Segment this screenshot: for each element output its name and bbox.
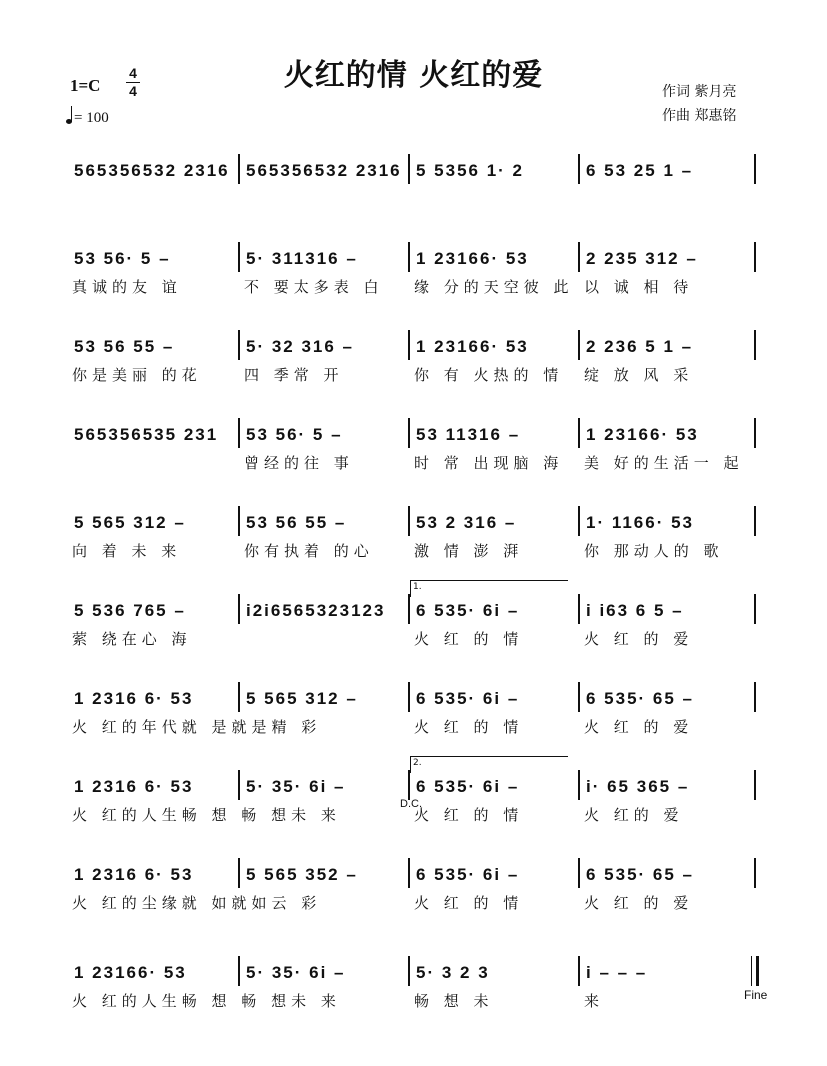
barline [578,770,580,800]
time-signature-top: 4 [129,65,137,81]
lyric-segment: 火 红 的 爱 [584,894,694,912]
measure: 1 2316 6· 53 [74,865,194,884]
lyric-segment: 萦 绕在心 海 [72,630,192,648]
measure: 53 11316 – [416,425,521,444]
barline [238,956,240,986]
notation-line [70,246,760,272]
measure: i2i6565323123 [246,601,386,620]
barline [408,770,410,800]
measure: 565356532 2316 [74,161,230,180]
measure: 565356532 2316 [246,161,402,180]
barline [578,418,580,448]
measure: 6 535· 6i – [416,601,520,620]
lyric-segment: 火 红 的 情 [414,630,524,648]
barline [408,858,410,888]
barline [238,154,240,184]
lyric-segment: 火 红的人生畅 想 畅 想未 来 [72,806,341,824]
barline [408,154,410,184]
measure: i i63 6 5 – [586,601,684,620]
lyrics-line [70,716,760,740]
lyric-segment: 你有执着 的心 [244,542,374,560]
measure: 1· 1166· 53 [586,513,695,532]
barline [578,858,580,888]
measure: 6 535· 65 – [586,689,695,708]
lyric-segment: 火 红 的 情 [414,894,524,912]
barline [754,242,756,272]
measure: 1 23166· 53 [416,249,529,268]
barline [754,418,756,448]
key-signature: 1=C [70,76,101,95]
barline [408,330,410,360]
lyric-segment: 火 红 的 情 [414,806,524,824]
measure: 53 2 316 – [416,513,517,532]
measure: i – – – [586,963,648,982]
measure: 5· 311316 – [246,249,358,268]
measure: 5 565 312 – [246,689,358,708]
measure: 5· 32 316 – [246,337,355,356]
da-capo-marking: D.C. [400,798,422,810]
barline [238,858,240,888]
notation-line [70,686,760,712]
barline [238,770,240,800]
barline [408,242,410,272]
barline [408,682,410,712]
measure: 5 5356 1· 2 [416,161,525,180]
score-row [70,334,760,404]
lyric-segment: 畅 想 未 [414,992,494,1010]
lyrics-line [70,990,760,1014]
lyric-segment: 缘 分的天空彼 此 [414,278,574,296]
lyrics-line [70,188,760,212]
song-title: 火红的情 火红的爱 [283,58,544,93]
lyric-segment: 曾经的往 事 [244,454,354,472]
barline [754,770,756,800]
barline [408,418,410,448]
notation-line [70,158,760,184]
lyrics-line [70,452,760,476]
barline [408,956,410,986]
lyric-segment: 火 红的年代就 是就是精 彩 [72,718,322,736]
lyric-segment: 火 红的尘缘就 如就如云 彩 [72,894,322,912]
barline [754,154,756,184]
barline [578,682,580,712]
lyric-segment: 美 好的生活一 起 [584,454,744,472]
barline [578,506,580,536]
measure: 1 2316 6· 53 [74,777,194,796]
notation-line [70,582,760,624]
lyrics-line [70,804,760,828]
measure: 5· 35· 6i – [246,963,346,982]
notation-line [70,334,760,360]
lyric-segment: 向 着 未 来 [72,542,182,560]
lyrics-line [70,276,760,300]
lyric-segment: 时 常 出现脑 海 [414,454,564,472]
barline [408,506,410,536]
measure: 5 565 312 – [74,513,186,532]
lyric-segment: 火 红 的 爱 [584,630,694,648]
time-signature [126,66,140,99]
tempo-marking [66,110,109,127]
barline [238,418,240,448]
lyrics-line [70,628,760,652]
quarter-note-icon [66,119,72,124]
measure: 2 236 5 1 – [586,337,694,356]
notation-line [70,862,760,888]
measure: 1 23166· 53 [416,337,529,356]
lyrics-line [70,364,760,388]
measure: i· 65 365 – [586,777,690,796]
measure: 1 23166· 53 [586,425,699,444]
barline [754,506,756,536]
measure: 6 535· 6i – [416,777,520,796]
score-row [70,582,760,668]
barline [238,594,240,624]
lyrics-line [70,892,760,916]
lyric-segment: 以 诚 相 待 [584,278,694,296]
lyric-segment: 你 那动人的 歌 [584,542,724,560]
final-double-barline [751,956,759,986]
lyric-segment: 激 情 澎 湃 [414,542,524,560]
measure: 53 56· 5 – [246,425,343,444]
lyric-segment: 火 红 的 爱 [584,718,694,736]
measure: 53 56· 5 – [74,249,171,268]
lyric-segment: 火 红 的 情 [414,718,524,736]
time-signature-bottom: 4 [129,83,137,99]
barline [754,594,756,624]
barline [578,242,580,272]
measure: 1 2316 6· 53 [74,689,194,708]
measure: 6 535· 6i – [416,689,520,708]
barline [578,594,580,624]
barline [754,858,756,888]
lyrics-line [70,540,760,564]
barline [578,956,580,986]
notation-line [70,510,760,536]
lyric-segment: 你是美丽 的花 [72,366,202,384]
measure: 53 56 55 – [74,337,175,356]
barline [238,682,240,712]
score-row [70,246,760,316]
lyric-segment: 绽 放 风 采 [584,366,694,384]
measure: 5· 35· 6i – [246,777,346,796]
credits [662,80,736,128]
lyric-segment: 不 要太多表 白 [244,278,384,296]
barline [238,330,240,360]
measure: 5 536 765 – [74,601,186,620]
measure: 6 535· 65 – [586,865,695,884]
barline [578,154,580,184]
lyric-segment: 真诚的友 谊 [72,278,182,296]
measure: 1 23166· 53 [74,963,187,982]
notation-line [70,758,760,810]
measure: 6 535· 6i – [416,865,520,884]
lyric-segment: 你 有 火热的 情 [414,366,564,384]
score-row [70,758,760,844]
barline [238,242,240,272]
measure: 6 53 25 1 – [586,161,694,180]
score-row [70,510,760,580]
volta-bracket: 1. [410,580,568,597]
lyric-segment: 四 季常 开 [244,366,344,384]
score-row [70,158,760,228]
barline [754,682,756,712]
lyric-segment: 火 红的人生畅 想 畅 想未 来 [72,992,341,1010]
lyric-segment: 来 [584,992,605,1010]
barline [408,594,410,624]
lyricist-credit: 作词 紫月亮 [662,84,737,100]
barline [238,506,240,536]
score-row [70,422,760,492]
score-row [70,686,760,756]
measure: 5· 3 2 3 [416,963,490,982]
fine-marking: Fine [744,988,768,1002]
volta-bracket: 2. [410,756,568,773]
measure: 5 565 352 – [246,865,358,884]
notation-line [70,422,760,448]
composer-credit: 作曲 郑惠铭 [662,108,737,124]
barline [754,330,756,360]
lyric-segment: 火 红的 爱 [584,806,684,824]
tempo-value: = 100 [74,110,109,126]
score-row [70,960,768,1030]
measure: 53 56 55 – [246,513,347,532]
score-row [70,862,760,932]
measure: 565356535 231 [74,425,219,444]
barline [578,330,580,360]
measure: 2 235 312 – [586,249,698,268]
